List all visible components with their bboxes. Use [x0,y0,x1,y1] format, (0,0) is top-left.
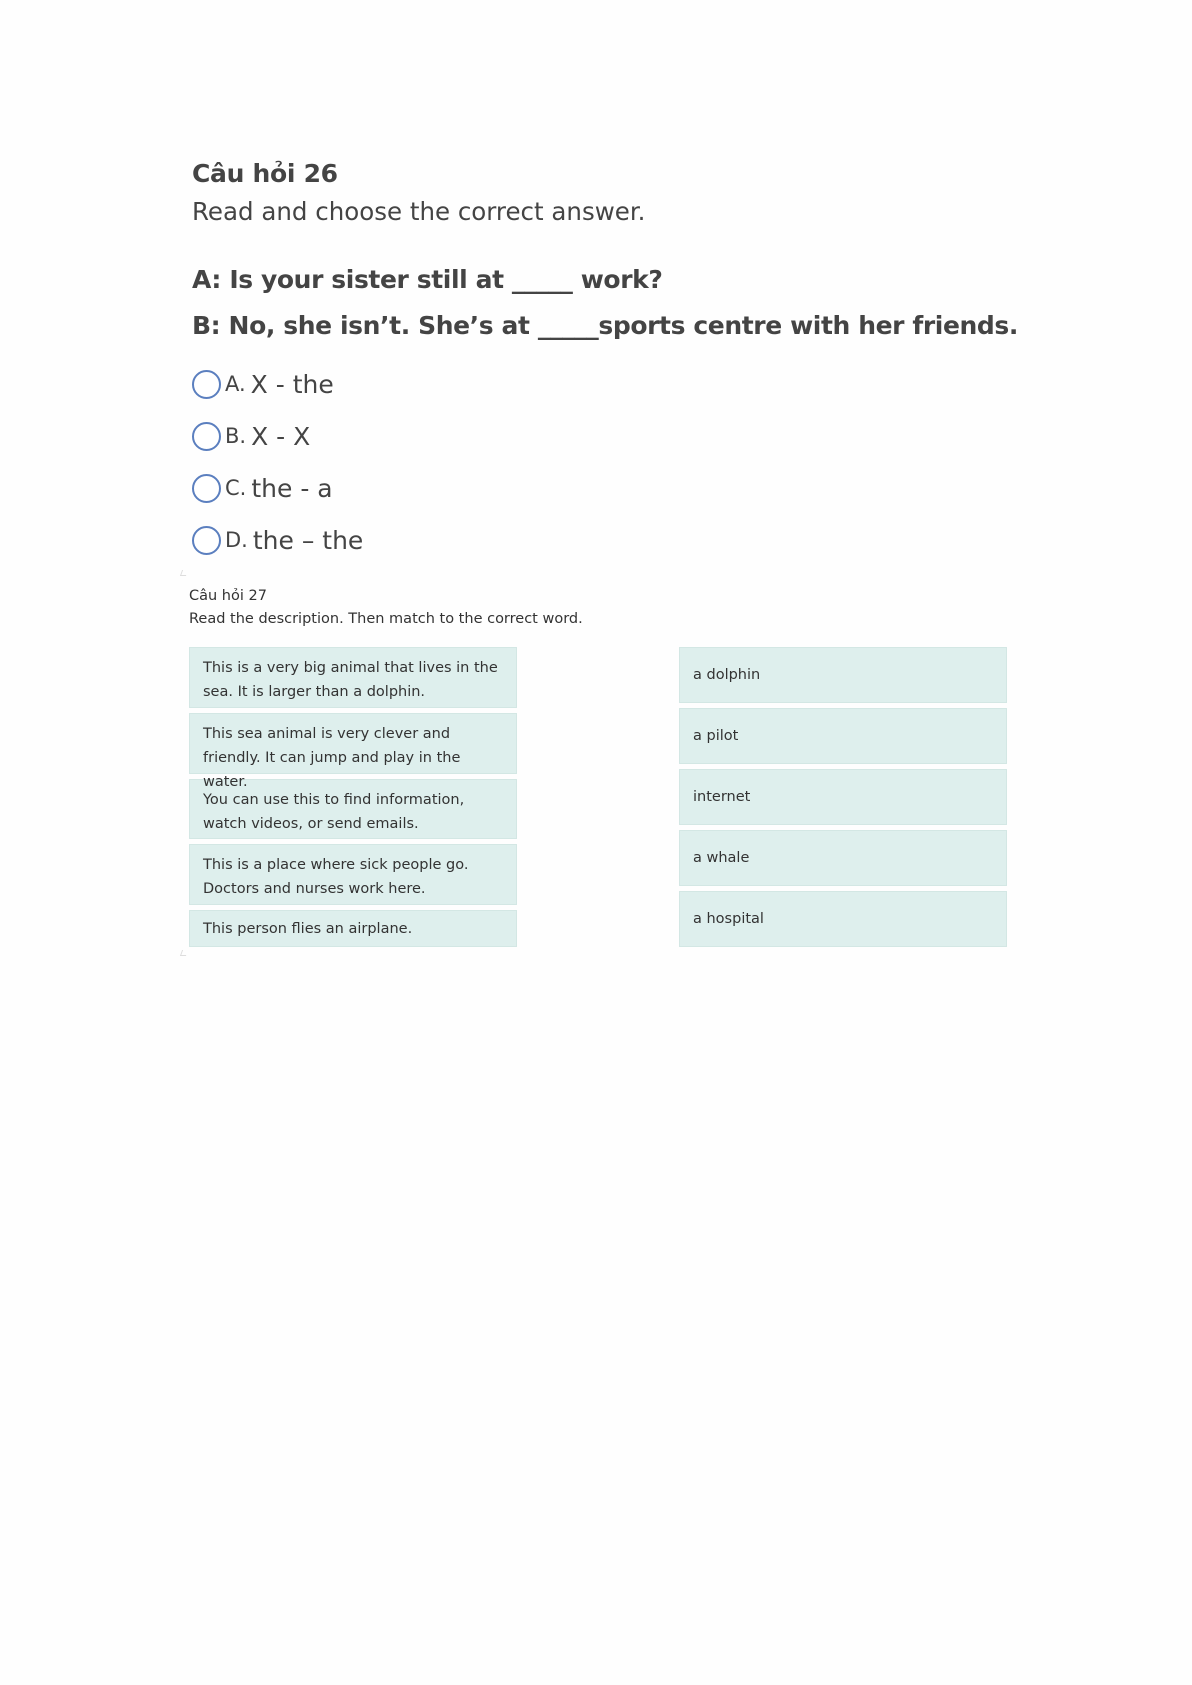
option-b[interactable] [192,416,1012,456]
word-card[interactable]: a dolphin [679,647,1007,703]
question-27 [189,585,1009,630]
option-a[interactable] [192,364,1012,404]
question-instruction: Read and choose the correct answer. [192,197,646,226]
option-letter: D. [225,528,248,552]
description-column [189,647,517,952]
divider-mark [180,950,188,956]
radio-button[interactable] [192,526,221,555]
radio-button[interactable] [192,422,221,451]
divider-mark [180,570,188,576]
option-text: the – the [252,525,364,555]
word-card[interactable]: internet [679,769,1007,825]
description-card[interactable]: This is a very big animal that lives in the sea. It is larger than a dolphin. [189,647,517,708]
option-letter: B. [225,424,247,448]
option-text: X - X [251,421,311,451]
word-column [679,647,1007,952]
option-c[interactable] [192,468,1012,508]
answer-options [192,364,1012,560]
dialog-line-a: A: Is your sister still at _____ work? [192,265,663,294]
description-card[interactable]: This is a place where sick people go. Doctors and nurses work here. [189,844,517,905]
question-title: Câu hỏi 27 [189,588,267,604]
word-card[interactable]: a pilot [679,708,1007,764]
radio-button[interactable] [192,370,221,399]
word-card[interactable]: a whale [679,830,1007,886]
question-instruction: Read the description. Then match to the correct word. [189,611,583,627]
description-card[interactable]: You can use this to find information, watch videos, or send emails. [189,779,517,839]
option-text: the - a [251,473,333,503]
description-card[interactable]: This person flies an airplane. [189,910,517,947]
question-title: Câu hỏi 26 [192,159,338,188]
question-26 [192,156,1018,572]
option-d[interactable] [192,520,1012,560]
word-card[interactable]: a hospital [679,891,1007,947]
option-letter: A. [225,372,246,396]
description-card[interactable]: This sea animal is very clever and friendly. It can jump and play in the water. [189,713,517,774]
option-text: X - the [250,369,334,399]
option-letter: C. [225,476,247,500]
radio-button[interactable] [192,474,221,503]
dialog-line-b: B: No, she isn’t. She’s at _____sports centre with her friends. [192,311,1018,340]
